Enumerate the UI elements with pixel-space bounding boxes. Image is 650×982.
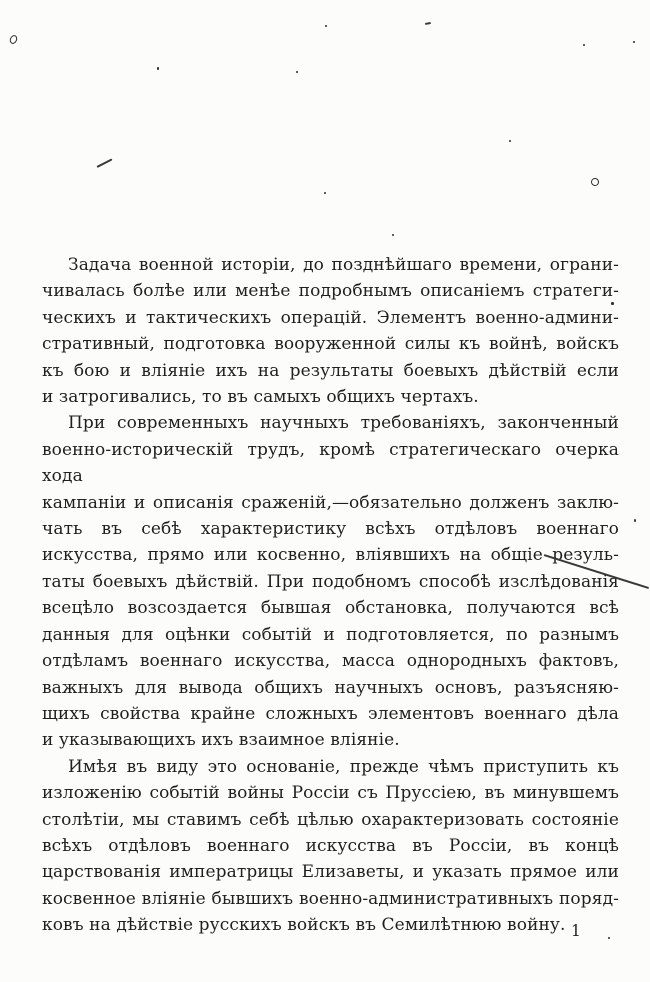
text-line: царствованія императрицы Елизаветы, и указать прямое или	[42, 862, 619, 883]
ink-speck	[324, 192, 326, 194]
text-line: Задача военной исторіи, до позднѣйшаго времени, ограни-	[68, 255, 619, 275]
text-line: ческихъ и тактическихъ операцій. Элементъ военно-админи-	[42, 307, 619, 328]
ink-speck	[583, 44, 585, 46]
text-line: и указывающихъ ихъ взаимное вліяніе.	[42, 730, 400, 751]
ink-speck	[296, 71, 298, 73]
ink-speck	[633, 41, 635, 43]
text-line: чать въ себѣ характеристику всѣхъ отдѣловъ военнаго	[42, 519, 619, 540]
ink-speck	[157, 67, 159, 70]
ink-speck	[425, 22, 431, 25]
text-line: важныхъ для вывода общихъ научныхъ основъ, разъясняю-	[42, 677, 619, 698]
text-line: ковъ на дѣйствіе русскихъ войскъ въ Семилѣтнюю войну.	[42, 915, 566, 936]
paragraph	[42, 754, 619, 939]
ink-curl-mark	[8, 34, 18, 45]
text-line: чивалась болѣе или менѣе подробнымъ описаніемъ стратеги-	[42, 281, 619, 302]
page-number: 1	[571, 922, 581, 940]
text-line: Имѣя въ виду это основаніе, прежде чѣмъ приступить къ	[68, 756, 619, 777]
text-line: всецѣло возсоздается бывшая обстановка, получаются всѣ	[42, 598, 619, 619]
text-line: данныя для оцѣнки событій и подготовляется, по разнымъ	[42, 624, 619, 645]
pen-slash-mark	[96, 158, 112, 168]
text-line: военно-историческій трудъ, кромѣ стратегическаго очерка хода	[42, 439, 619, 487]
text-line: кампаніи и описанія сраженій,—обязательно долженъ заклю-	[42, 492, 619, 513]
text-block	[42, 252, 619, 939]
text-line: щихъ свойства крайне сложныхъ элементовъ военнаго дѣла	[42, 703, 619, 724]
ink-speck	[392, 234, 394, 236]
paragraph	[42, 252, 619, 410]
text-line: изложенію событій войны Россіи съ Пруссіею, въ минувшемъ	[42, 783, 619, 804]
text-line: къ бою и вліяніе ихъ на результаты боевыхъ дѣйствій если	[42, 360, 619, 381]
ink-speck	[634, 519, 636, 522]
ink-curl-mark	[590, 177, 600, 187]
text-line: стративный, подготовка вооруженной силы къ войнѣ, войскъ	[42, 334, 619, 355]
text-line: отдѣламъ военнаго искусства, масса однородныхъ фактовъ,	[42, 651, 619, 672]
ink-speck	[325, 25, 327, 27]
ink-speck	[509, 140, 511, 142]
text-line: таты боевыхъ дѣйствій. При подобномъ способѣ изслѣдованія	[42, 571, 619, 592]
text-line: косвенное вліяніе бывшихъ военно-административныхъ поряд-	[42, 888, 619, 909]
text-line: всѣхъ отдѣловъ военнаго искусства въ Россіи, въ концѣ	[42, 835, 619, 856]
text-line: и затрогивались, то въ самыхъ общихъ чертахъ.	[42, 387, 479, 408]
ink-speck	[608, 937, 610, 939]
text-line: При современныхъ научныхъ требованіяхъ, законченный	[68, 413, 619, 434]
text-line: искусства, прямо или косвенно, вліявшихъ на общіе резуль-	[42, 545, 619, 566]
paragraph	[42, 410, 619, 753]
ink-speck	[611, 302, 614, 305]
text-line: столѣтіи, мы ставимъ себѣ цѣлью охарактеризовать состояніе	[42, 809, 619, 830]
